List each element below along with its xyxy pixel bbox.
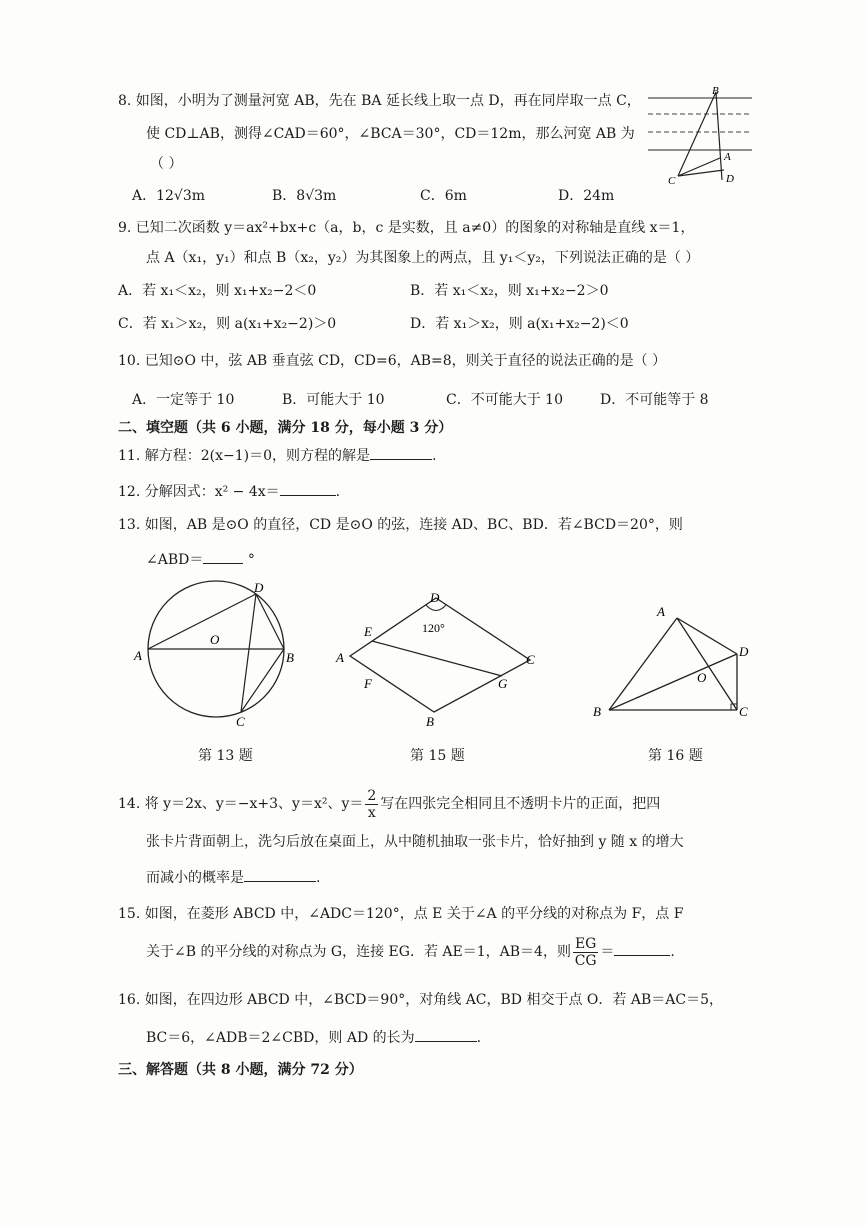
q8-label-d: D — [726, 173, 734, 185]
q16-end: . — [476, 1030, 482, 1046]
q8-option-c: C．6m — [420, 188, 467, 204]
q12-text: 12. 分解因式：x² − 4x＝ — [118, 484, 280, 500]
f16-label-d: D — [739, 644, 749, 659]
section-3-heading: 三、解答题（共 8 小题，满分 72 分） — [118, 1062, 363, 1078]
f16-label-a: A — [657, 604, 665, 619]
f16-label-o: O — [697, 670, 707, 685]
q13-line2-text: ∠ABD＝ — [146, 552, 204, 568]
q16-line2 — [146, 1027, 481, 1048]
f13-label-b: B — [286, 650, 294, 665]
q14-line3-text: 而减小的概率是 — [146, 870, 244, 886]
q10-option-a: A．一定等于 10 — [132, 392, 235, 408]
q14-line3 — [146, 867, 320, 888]
f15-label-a: A — [336, 650, 344, 665]
q8-option-b: B．8√3m — [272, 188, 337, 204]
q8-paren: （ ） — [150, 156, 183, 172]
q14-end: . — [316, 870, 321, 886]
q10-option-b: B．可能大于 10 — [282, 392, 385, 408]
q15-frac-num: EG — [574, 935, 597, 952]
q15-fraction — [573, 936, 598, 969]
figure-13 — [130, 578, 310, 728]
f16-label-c: C — [739, 704, 748, 719]
q14-frac-num: 2 — [367, 787, 377, 804]
q8-line1: 8. 如图，小明为了测量河宽 AB，先在 BA 延长线上取一点 D，再在同岸取一点 C， — [118, 93, 641, 109]
q14-fraction — [365, 788, 378, 821]
q15-answer-blank[interactable] — [614, 941, 670, 956]
f15-label-e: E — [364, 624, 372, 639]
figure-13-caption: 第 13 题 — [198, 748, 253, 764]
q8-option-a: A．12√3m — [132, 188, 206, 204]
f15-label-c: C — [526, 652, 535, 667]
f16-label-b: B — [593, 704, 601, 719]
f15-label-g: G — [498, 676, 508, 691]
q9-option-d: D．若 x₁＞x₂，则 a(x₁+x₂−2)＜0 — [410, 316, 629, 332]
q8-option-d: D．24m — [558, 188, 615, 204]
q8-figure — [640, 84, 760, 192]
q9-option-a: A．若 x₁＜x₂，则 x₁+x₂−2＜0 — [118, 283, 317, 299]
q13-end: ° — [247, 552, 255, 568]
f15-label-d: D — [430, 590, 440, 605]
q12 — [118, 481, 340, 502]
figure-15-caption: 第 15 题 — [410, 748, 465, 764]
f15-label-f: F — [364, 676, 372, 691]
q12-end: . — [335, 484, 341, 500]
q13-line1: 13. 如图，AB 是⊙O 的直径，CD 是⊙O 的弦，连接 AD、BC、BD．若∠BCD＝20°，则 — [118, 517, 683, 533]
f15-label-angle: 120° — [422, 621, 445, 635]
f13-label-c: C — [236, 714, 245, 728]
q8-label-b: B — [712, 85, 719, 97]
q9-option-c: C．若 x₁＞x₂，则 a(x₁+x₂−2)＞0 — [118, 316, 337, 332]
q14-line2: 张卡片背面朝上，洗匀后放在桌面上，从中随机抽取一张卡片，恰好抽到 y 随 x 的增大 — [146, 834, 684, 850]
q15-line1: 15. 如图，在菱形 ABCD 中，∠ADC＝120°，点 E 关于∠A 的平分线的对称点为 F，点 F — [118, 906, 684, 922]
q12-answer-blank[interactable] — [280, 481, 336, 496]
q9-line2: 点 A（x₁，y₁）和点 B（x₂，y₂）为其图象上的两点，且 y₁＜y₂，下列说法正确的是（ ） — [146, 250, 700, 266]
f13-label-o: O — [210, 632, 220, 647]
q11-text: 11. 解方程：2(x−1)＝0，则方程的解是 — [118, 448, 370, 464]
figure-16 — [585, 598, 765, 728]
q16-line1: 16. 如图，在四边形 ABCD 中，∠BCD＝90°，对角线 AC，BD 相交于点 O．若 AB＝AC＝5， — [118, 992, 723, 1008]
q16-line2-text: BC＝6，∠ADB＝2∠CBD，则 AD 的长为 — [146, 1030, 415, 1046]
q14-answer-blank[interactable] — [244, 867, 316, 882]
figure-16-caption: 第 16 题 — [648, 748, 703, 764]
q15-eq: ＝ — [600, 944, 615, 960]
q14-prefix: 14. 将 y＝2x、y＝−x+3、y＝x²、y＝ — [118, 796, 364, 812]
q8-line2: 使 CD⊥AB，测得∠CAD＝60°，∠BCA＝30°，CD＝12m，那么河宽 AB 为 — [146, 126, 635, 142]
q15-frac-den: CG — [574, 952, 597, 969]
f13-label-a: A — [134, 648, 142, 663]
q15-line2 — [146, 934, 675, 974]
q8-label-c: C — [668, 175, 676, 187]
figure-15 — [330, 586, 550, 726]
q11-end: . — [432, 448, 437, 464]
q13-line2 — [146, 549, 255, 570]
q10-option-c: C．不可能大于 10 — [446, 392, 563, 408]
q16-answer-blank[interactable] — [415, 1027, 477, 1042]
q10-option-d: D．不可能等于 8 — [600, 392, 709, 408]
q13-answer-blank[interactable] — [203, 549, 243, 564]
q9-option-b: B．若 x₁＜x₂，则 x₁+x₂−2＞0 — [410, 283, 609, 299]
q15-end: . — [670, 944, 675, 960]
q11 — [118, 445, 436, 466]
q14-line1 — [118, 786, 660, 826]
q9-line1: 9. 已知二次函数 y＝ax²+bx+c（a，b，c 是实数，且 a≠0）的图象的对称轴是直线 x＝1， — [118, 220, 695, 236]
f15-label-b: B — [426, 714, 434, 726]
q8-label-a: A — [724, 151, 731, 163]
q10-line1: 10. 已知⊙O 中，弦 AB 垂直弦 CD，CD=6，AB=8，则关于直径的说法正确的是（ ） — [118, 353, 667, 369]
section-2-heading: 二、填空题（共 6 小题，满分 18 分，每小题 3 分） — [118, 420, 453, 436]
q15-line2-text: 关于∠B 的平分线的对称点为 G，连接 EG．若 AE＝1，AB＝4，则 — [146, 944, 571, 960]
q11-answer-blank[interactable] — [370, 445, 432, 460]
q14-line1-rest: 写在四张完全相同且不透明卡片的正面，把四 — [380, 796, 661, 812]
q14-frac-den: x — [367, 804, 376, 821]
f13-label-d: D — [254, 580, 264, 595]
